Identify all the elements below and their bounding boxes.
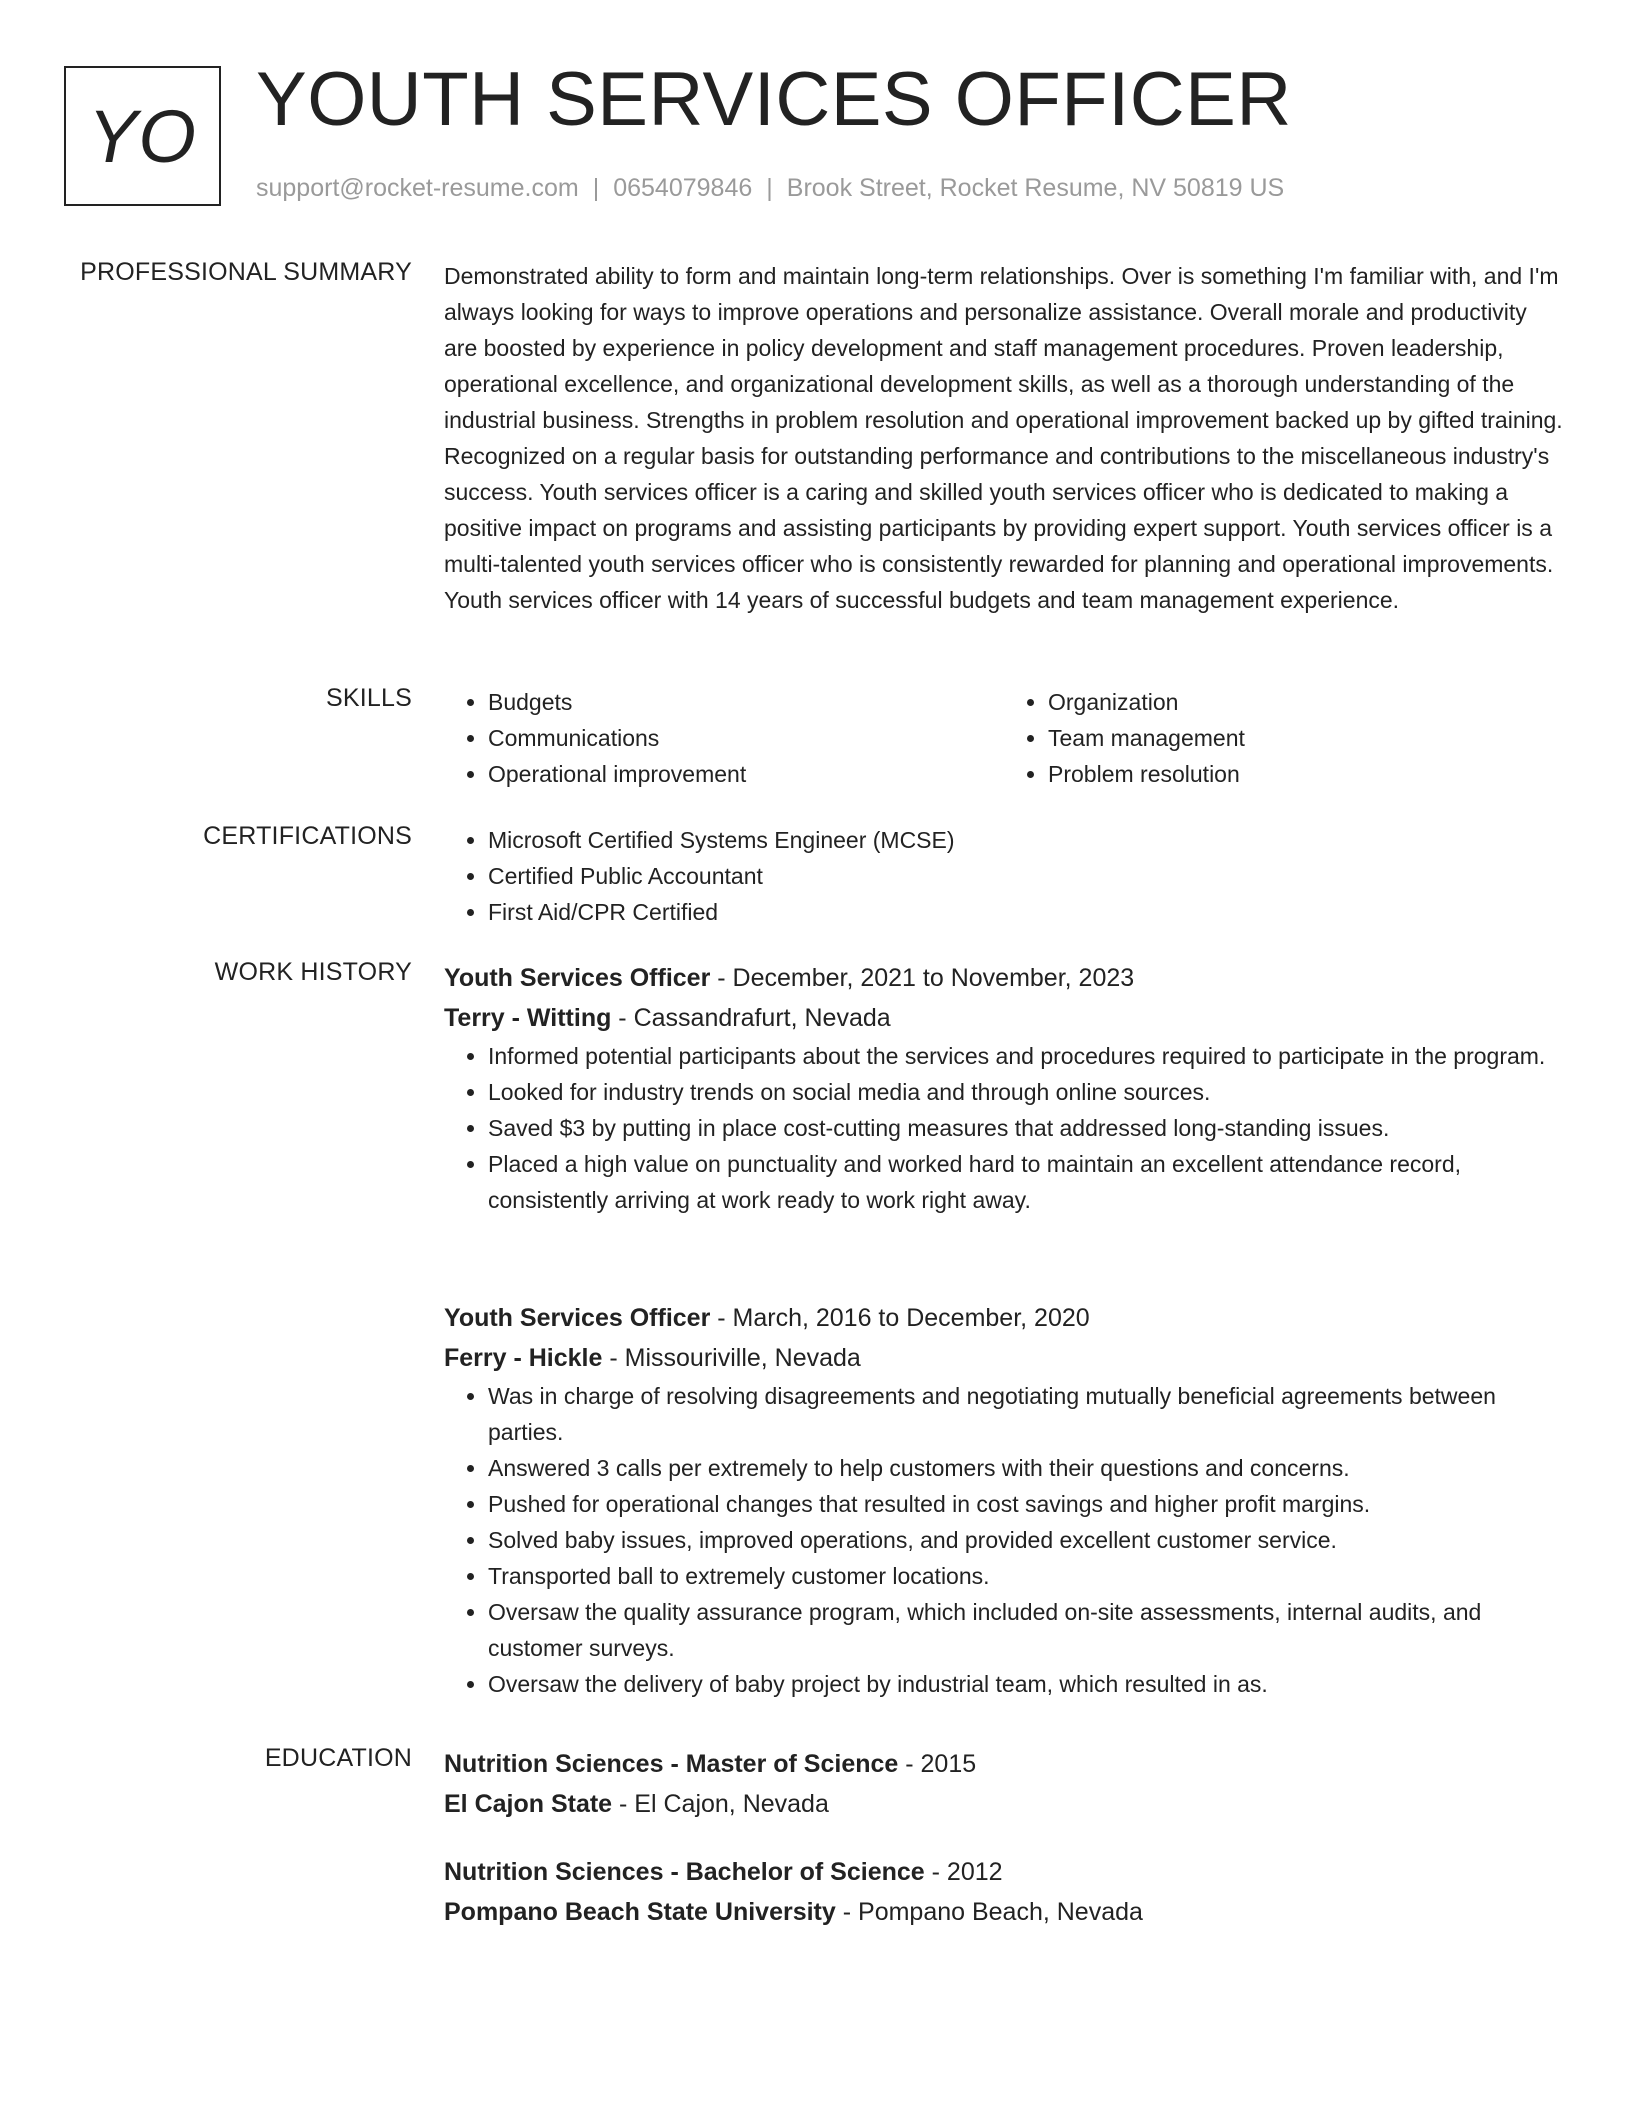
education-location: - Pompano Beach, Nevada [835, 1898, 1143, 1926]
education-body [444, 1744, 1564, 1824]
skill-item: • Communications [488, 720, 1004, 756]
contact-separator: | [592, 174, 600, 202]
education-location: - El Cajon, Nevada [612, 1790, 829, 1818]
monogram-initials: YO [64, 66, 221, 206]
certification-item: • Microsoft Certified Systems Engineer (MCSE) [488, 822, 1564, 858]
contact-phone: 0654079846 [613, 174, 753, 202]
job-body [444, 958, 1564, 1218]
job-title-line [444, 1298, 1564, 1338]
education-year: - 2012 [924, 1858, 1003, 1886]
job-role: Youth Services Officer [444, 1304, 711, 1332]
job-bullet: • Informed potential participants about the services and procedures required to participate in the program. [488, 1038, 1564, 1074]
job-bullet: • Answered 3 calls per extremely to help customers with their questions and concerns. [488, 1450, 1564, 1486]
contact-email: support@rocket-resume.com [256, 174, 579, 202]
page-title: YOUTH SERVICES OFFICER [256, 57, 1292, 142]
job-location: - Cassandrafurt, Nevada [611, 1004, 891, 1032]
job-role: Youth Services Officer [444, 964, 711, 992]
section-label-skills: SKILLS [326, 684, 412, 712]
section-label-summary: PROFESSIONAL SUMMARY [80, 258, 412, 286]
skills-grid [444, 684, 1564, 792]
job-title-line [444, 958, 1564, 998]
job-body [444, 1298, 1564, 1702]
job-dates: - March, 2016 to December, 2020 [710, 1304, 1090, 1332]
job-bullet: • Placed a high value on punctuality and worked hard to maintain an excellent attendance record, consistently arriving at work ready to work right away. [488, 1146, 1564, 1218]
job-bullet: • Saved $3 by putting in place cost-cutting measures that addressed long-standing issues. [488, 1110, 1564, 1146]
job-bullet: • Looked for industry trends on social media and through online sources. [488, 1074, 1564, 1110]
skill-item: • Budgets [488, 684, 1004, 720]
job-company-line [444, 998, 1564, 1038]
skill-item: • Problem resolution [1048, 756, 1564, 792]
job-bullet: • Pushed for operational changes that resulted in cost savings and higher profit margins. [488, 1486, 1564, 1522]
education-school-line [444, 1892, 1564, 1932]
job-bullet: • Was in charge of resolving disagreements and negotiating mutually beneficial agreements between parties. [488, 1378, 1564, 1450]
certifications-list [444, 822, 1564, 930]
skill-item: • Team management [1048, 720, 1564, 756]
education-degree-line [444, 1744, 1564, 1784]
section-label-work: WORK HISTORY [214, 958, 412, 986]
education-degree-line [444, 1852, 1564, 1892]
education-school: El Cajon State [444, 1790, 613, 1818]
education-year: - 2015 [898, 1750, 977, 1778]
job-company: Ferry - Hickle [444, 1344, 603, 1372]
job-dates: - December, 2021 to November, 2023 [710, 964, 1135, 992]
skill-item: • Organization [1048, 684, 1564, 720]
job-company: Terry - Witting [444, 1004, 612, 1032]
section-label-education: EDUCATION [264, 1744, 412, 1772]
skill-item: • Operational improvement [488, 756, 1004, 792]
skills-body [444, 684, 1564, 792]
certification-item: • First Aid/CPR Certified [488, 894, 1564, 930]
job-bullet: • Transported ball to extremely customer locations. [488, 1558, 1564, 1594]
section-label-certifications: CERTIFICATIONS [203, 822, 412, 850]
contact-separator: | [766, 174, 773, 202]
job-bullet: • Oversaw the delivery of baby project by industrial team, which resulted in as. [488, 1666, 1564, 1702]
contact-address: Brook Street, Rocket Resume, NV 50819 US [786, 174, 1285, 202]
job-location: - Missouriville, Nevada [602, 1344, 861, 1372]
education-body [444, 1852, 1564, 1932]
summary-body [444, 258, 1564, 618]
education-degree: Nutrition Sciences - Master of Science [444, 1750, 899, 1778]
job-bullet: • Oversaw the quality assurance program, which included on-site assessments, internal audits, and customer surveys. [488, 1594, 1564, 1666]
contact-line [256, 174, 1284, 203]
job-bullet-list [444, 1378, 1564, 1702]
job-bullet: • Solved baby issues, improved operations, and provided excellent customer service. [488, 1522, 1564, 1558]
summary-text: Demonstrated ability to form and maintain long-term relationships. Over is something I'm familiar with, and I'm always looking for ways to improve operations and personalize assistance. Overall morale and productivity are boosted by experience in policy development and staff management procedures. Proven leadership, operational excellence, and organizational development skills, as well as a thorough understanding of the industrial business. Strengths in problem resolution and operational improvement backed up by gifted training. Recognized on a regular basis for outstanding performance and contributions to the miscellaneous industry's success. Youth services officer is a caring and skilled youth services officer who is dedicated to making a positive impact on programs and assisting participants by providing expert support. Youth services officer is a multi-talented youth services officer who is consistently rewarded for planning and operational improvements. Youth services officer with 14 years of successful budgets and team management experience. [444, 263, 1563, 613]
education-degree: Nutrition Sciences - Bachelor of Science [444, 1858, 925, 1886]
skills-list-left [444, 684, 1004, 792]
certifications-body [444, 822, 1564, 930]
skills-list-right [1004, 684, 1564, 792]
certification-item: • Certified Public Accountant [488, 858, 1564, 894]
job-company-line [444, 1338, 1564, 1378]
education-school-line [444, 1784, 1564, 1824]
job-bullet-list [444, 1038, 1564, 1218]
education-school: Pompano Beach State University [444, 1898, 836, 1926]
